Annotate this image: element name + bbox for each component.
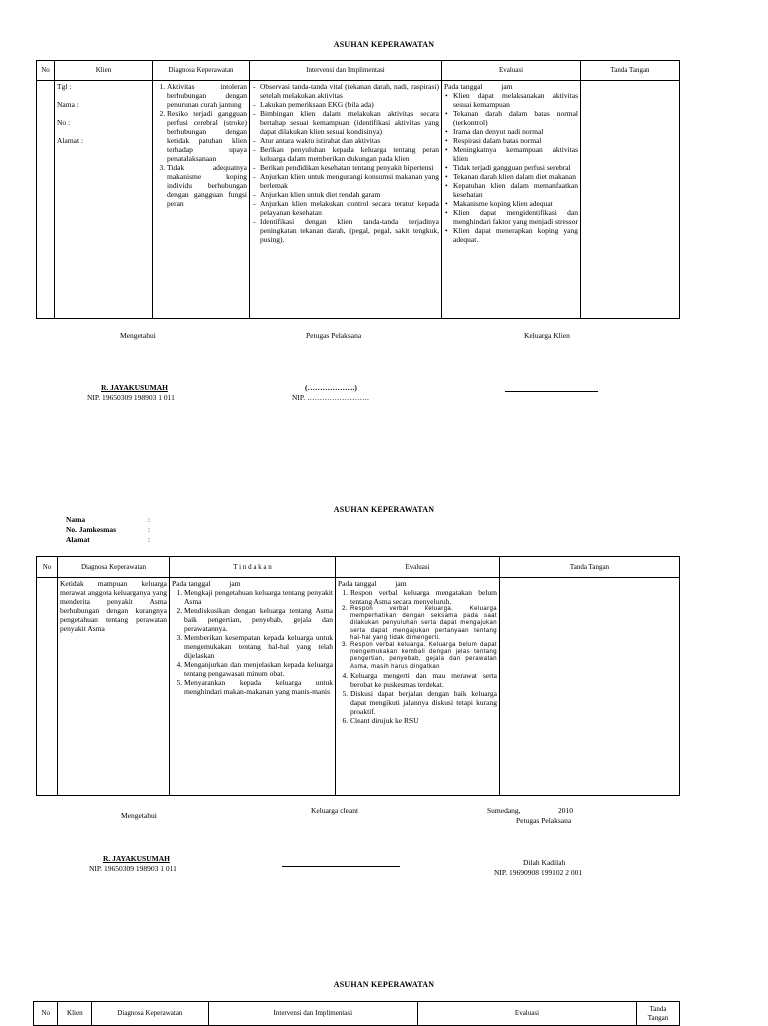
petugas-name: (……………….) xyxy=(305,383,357,392)
evaluasi-item: • Meningkatnya kemampuan aktivitas klien xyxy=(453,145,578,163)
section3-title: ASUHAN KEPERAWATAN xyxy=(333,980,435,989)
header-no: No xyxy=(34,1002,58,1026)
evaluasi-item: • Klien dapat mengidentifikasi dan menghindari faktor yang menjadi stressor xyxy=(453,208,578,226)
intervensi-item: - Anjurkan klien melakukan control secara teratur kepada pelayanan kesehatan xyxy=(260,199,439,217)
evaluasi-item: 6. Cleant dirujuk ke RSU xyxy=(350,716,497,725)
mengetahui-label: Mengetahui xyxy=(120,331,156,340)
evaluasi-item: • Kepatuhan klien dalam memanfaatkan kesehatan xyxy=(453,181,578,199)
signatory-name: R. JAYAKUSUMAH xyxy=(103,854,170,863)
section2-table xyxy=(36,556,680,796)
cell-evaluasi xyxy=(442,81,581,319)
evaluasi-item: • Tidak terjadi gangguan perfusi serebral xyxy=(453,163,578,172)
petugas-name: Dilah Kadilah xyxy=(523,858,566,867)
evaluasi-item: • Irama dan denyut nadi normal xyxy=(453,127,578,136)
tindakan-item: 2. Mendiskusikan dengan keluarga tentang Asma baik pengertian, penyebab, gejala dan perawatannya. xyxy=(184,606,333,633)
evaluasi-item: 1. Respon verbal keluarga mengatakan belum tentang Asma secara menyeluruh. xyxy=(350,588,497,606)
cell-no xyxy=(37,578,58,796)
header-klien: Klien xyxy=(58,1002,92,1026)
cell-diagnosa xyxy=(58,578,170,796)
intervensi-item: - Lakukan pemeriksaan EKG (bila ada) xyxy=(260,100,439,109)
tindakan-item: 5. Menyarankan kepada keluarga untuk menghindari makan-makanan yang manis-manis xyxy=(184,678,333,696)
header-klien: Klien xyxy=(55,61,153,81)
header-evaluasi: Evaluasi xyxy=(442,61,581,81)
evaluasi-item: • Klien dapat menerapkan koping yang adequat. xyxy=(453,226,578,244)
petugas-nip: NIP. ……………………. xyxy=(292,393,369,402)
header-evaluasi: Evaluasi xyxy=(418,1002,637,1026)
evaluasi-item: 4. Keluarga mengerti dan mau merawat serta berobat ke puskesmas terdekat. xyxy=(350,671,497,689)
evaluasi-head: Pada tanggal jam xyxy=(444,82,513,91)
petugas-label: Petugas Pelaksana xyxy=(516,816,572,825)
info-colon: : xyxy=(148,535,151,544)
section1-title: ASUHAN KEPERAWATAN xyxy=(333,40,435,49)
info-colon: : xyxy=(148,525,151,534)
header-tanda-tangan: Tanda Tangan xyxy=(500,557,680,578)
cell-intervensi xyxy=(250,81,442,319)
tindakan-head: Pada tanggal jam xyxy=(172,579,241,588)
diagnosa-item: 3. Tidak adequatnya makanisme koping individu berhubungan dengan gangguan fungsi peran xyxy=(167,163,247,208)
intervensi-item: - Anjurkan klien untuk diet rendah garam xyxy=(260,190,439,199)
header-no: No xyxy=(37,557,58,578)
evaluasi-item: 5. Diskusi dapat berjalan dengan baik keluarga dapat mengikuti jalannya diskusi tetapi kurang proaktif. xyxy=(350,689,497,716)
evaluasi-item: 2. Respon verbal keluarga. Keluarga memperhatikan dengan seksama pada saat dilakukan penyuluhan serta dapat mengajukan serta dapat mengajukan pertanyaan tentang hal-hal yang tidak dimengerti. xyxy=(350,606,497,642)
signatory-nip: NIP. 19650309 198903 1 011 xyxy=(87,393,175,402)
place-date: Sumedang, 2010 xyxy=(487,806,574,815)
header-tindakan: T i n d a k a n xyxy=(170,557,336,578)
section1-table xyxy=(36,60,680,319)
header-diagnosa: Diagnosa Keperawatan xyxy=(92,1002,208,1026)
keluarga-label: Keluarga Klien xyxy=(524,331,570,340)
keluarga-signature-line xyxy=(282,866,400,867)
petugas-label: Petugas Pelaksana xyxy=(306,331,362,340)
cell-evaluasi xyxy=(336,578,500,796)
signatory-nip: NIP. 19650309 198903 1 011 xyxy=(89,864,177,873)
diagnosa-item: 1. Aktivitas intoleran berhubungan dengan penurunan curah jantung xyxy=(167,82,247,109)
header-diagnosa: Diagnosa Keperawatan xyxy=(153,61,250,81)
diagnosa-text: Ketidak mampuan keluarga merawat anggota keluarganya yang menderita penyakit Asma berhubungan dengan kurangnya pengetahuan tentang perawatan penyakit Asma xyxy=(60,579,167,633)
klien-alamat: Alamat : xyxy=(57,136,84,145)
evaluasi-item: • Tekanan darah klien dalam diet makanan xyxy=(453,172,578,181)
section2-title: ASUHAN KEPERAWATAN xyxy=(333,505,435,514)
intervensi-item: - Berikan penyuluhan kepada keluarga tentang peran keluarga dalam memberikan dukungan pada klien xyxy=(260,145,439,163)
header-evaluasi: Evaluasi xyxy=(336,557,500,578)
cell-no xyxy=(37,81,55,319)
cell-tanda-tangan xyxy=(581,81,680,319)
mengetahui-label: Mengetahui xyxy=(121,811,157,820)
keluarga-signature-line xyxy=(505,391,598,392)
header-intervensi: Intervensi dan Implimentasi xyxy=(208,1002,418,1026)
intervensi-item: - Identifikasi dengan klien tanda-tanda terjadinya peningkatan tekanan darah, (pegal, pegal, sakit tengkuk, pusing). xyxy=(260,217,439,244)
header-diagnosa: Diagnosa Keperawatan xyxy=(58,557,170,578)
petugas-nip: NIP. 19690908 199102 2 001 xyxy=(494,868,583,877)
intervensi-item: - Bimbingan klien dalam melakukan aktivitas secara bertahap sesuai kemampuan (identifikasi aktivitas yang dapat dilakukan klien sesuai kondisinya) xyxy=(260,109,439,136)
header-tanda-tangan: Tanda Tangan xyxy=(636,1002,679,1026)
info-alamat-label: Alamat xyxy=(66,535,90,544)
intervensi-item: - Berikan pendidikan kesehatan tentang penyakit hipertensi xyxy=(260,163,439,172)
cell-klien xyxy=(55,81,153,319)
klien-nama: Nama : xyxy=(57,100,79,109)
info-colon: : xyxy=(148,515,151,524)
section3-table xyxy=(33,1001,680,1026)
keluarga-label: Keluarga cleant xyxy=(311,806,359,815)
signatory-name: R. JAYAKUSUMAH xyxy=(101,383,168,392)
header-tanda-tangan: Tanda Tangan xyxy=(581,61,680,81)
tindakan-item: 1. Mengkaji pengetahuan keluarga tentang penyakit Asma xyxy=(184,588,333,606)
cell-tanda-tangan xyxy=(500,578,680,796)
header-intervensi: Intervensi dan Implimentasi xyxy=(250,61,442,81)
info-nama-label: Nama xyxy=(66,515,86,524)
intervensi-item: - Anjurkan klien untuk mengurangi konsumsi makanan yang berlemak xyxy=(260,172,439,190)
cell-diagnosa xyxy=(153,81,250,319)
tindakan-item: 3. Memberikan kesempatan kepada keluarga untuk mengemukakan tentang hal-hal yang telah dijelaskan xyxy=(184,633,333,660)
intervensi-item: - Observasi tanda-tanda vital (tekanan darah, nadi, raspirasi) setelah melakukan aktivitas xyxy=(260,82,439,100)
klien-no: No : xyxy=(57,118,71,127)
evaluasi-item: • Klien dapat melaksanakan aktivitas sesuai kemampuan xyxy=(453,91,578,109)
header-no: No xyxy=(37,61,55,81)
klien-tgl: Tgl : xyxy=(57,82,72,91)
diagnosa-item: 2. Resiko terjadi gangguan perfusi cerebral (stroke) berhubungan dengan ketidak patuhan klien terhadap upaya penatalaksanaan xyxy=(167,109,247,163)
info-jamkesmas-label: No. Jamkesmas xyxy=(66,525,116,534)
evaluasi-item: • Tekanan darah dalam batas normal (terkontrol) xyxy=(453,109,578,127)
cell-tindakan xyxy=(170,578,336,796)
evaluasi-head: Pada tanggal jam xyxy=(338,579,407,588)
intervensi-item: - Atur antara waktu istirahat dan aktivitas xyxy=(260,136,439,145)
evaluasi-item: • Makanisme koping klien adequat xyxy=(453,199,578,208)
tindakan-item: 4. Menganjurkan dan menjelaskan kepada keluarga tentang pengawasan minum obat. xyxy=(184,660,333,678)
evaluasi-item: 3. Respon verbal keluarga. Keluarga belum dapat mengemukakan kembali dengan jelas tentang pengertian, penyebab, gejala dan perawatan Asma, masih harus dingatkan xyxy=(350,642,497,671)
evaluasi-item: • Respirasi dalam batas normal xyxy=(453,136,578,145)
